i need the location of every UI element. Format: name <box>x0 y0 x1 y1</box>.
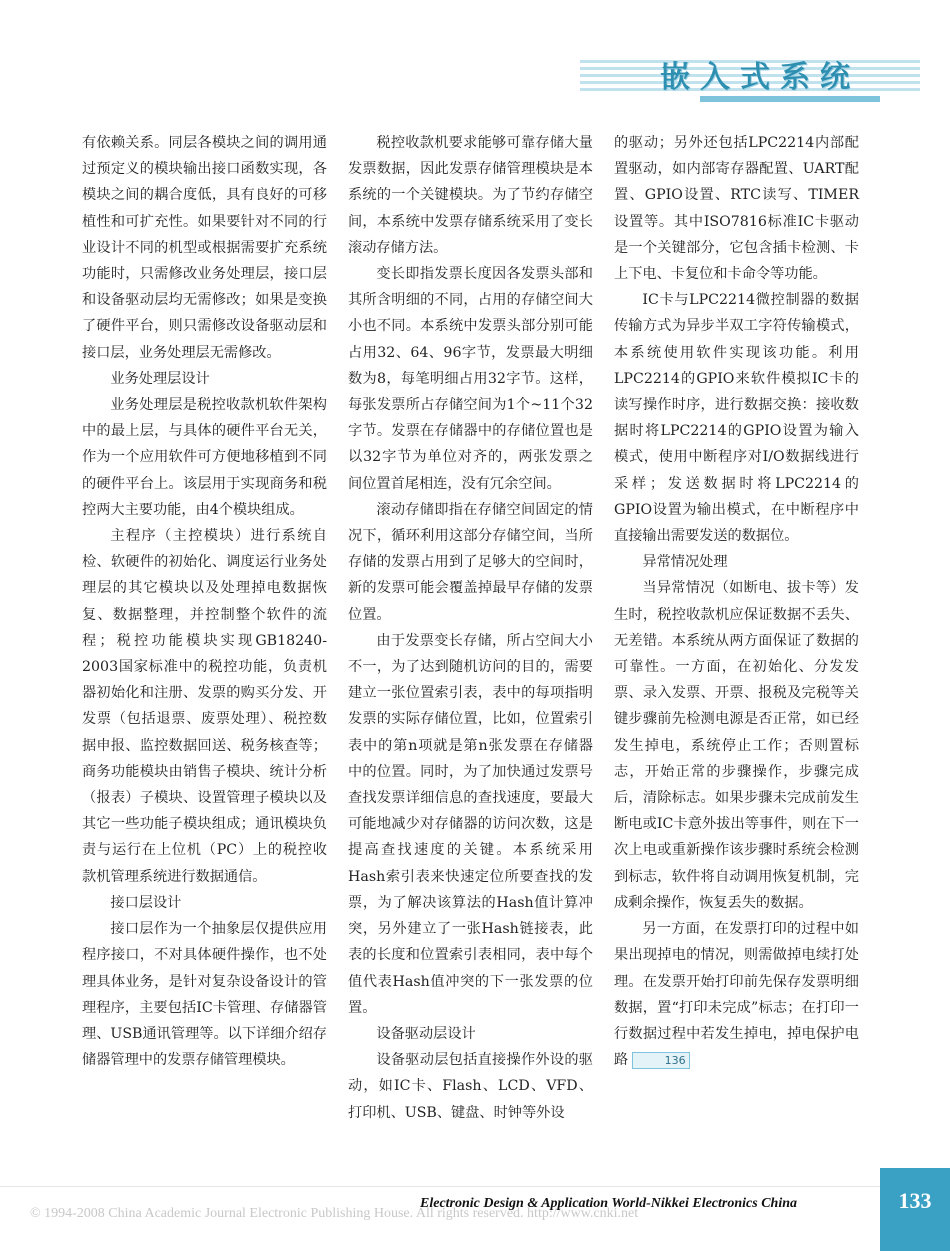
page-header <box>0 0 950 110</box>
subheading: 业务处理层设计 <box>110 370 210 387</box>
paragraph: 变长即指发票长度因各发票头部和其所含明细的不同，占用的存储空间大小也不同。本系统中发票头部分别可能占用32、64、96字节，发票最大明细数为8，每笔明细占用32字节。这样，每张发票所占存储空间为1个~11个32字节。发票在存储器中的存储位置也是以32字节为单位对齐的，两张发票之间位置首尾相连，没有冗余空间。 <box>348 266 593 492</box>
header-bar <box>700 96 880 102</box>
column-3 <box>614 130 859 1073</box>
page-number-box <box>880 1168 950 1251</box>
paragraph: 接口层作为一个抽象层仅提供应用程序接口，不对具体硬件操作，也不处理具体业务，是针对复杂设备设计的管理程序，主要包括IC卡管理、存储器管理、USB通讯管理等。以下详细介绍存储器管理中的发票存储管理模块。 <box>82 921 327 1069</box>
subheading: 异常情况处理 <box>642 554 728 571</box>
paragraph <box>614 916 859 1073</box>
subheading: 接口层设计 <box>110 894 182 911</box>
paragraph: 设备驱动层包括直接操作外设的驱动，如IC卡、Flash、LCD、VFD、打印机、USB、键盘、时钟等外设 <box>348 1052 593 1121</box>
column-2 <box>348 130 593 1126</box>
paragraph: IC卡与LPC2214微控制器的数据传输方式为异步半双工字符传输模式，本系统使用软件实现该功能。利用LPC2214的GPIO来软件模拟IC卡的读写操作时序，进行数据交换：接收数据时将LPC2214的GPIO设置为输入模式，使用中断程序对I/O数据线进行采样；发送数据时将LPC2214的GPIO设置为输出模式，在中断程序中直接输出需要发送的数据位。 <box>614 292 859 545</box>
paragraph: 业务处理层是税控收款机软件架构中的最上层，与具体的硬件平台无关，作为一个应用软件可方便地移植到不同的硬件平台上。该层用于实现商务和税控两大主要功能，由4个模块组成。 <box>82 397 327 518</box>
paragraph: 税控收款机要求能够可靠存储大量发票数据，因此发票存储管理模块是本系统的一个关键模块。为了节约存储空间，本系统中发票存储系统采用了变长滚动存储方法。 <box>348 135 593 256</box>
subheading: 设备驱动层设计 <box>376 1025 476 1042</box>
page-number: 133 <box>898 1188 932 1213</box>
paragraph: 由于发票变长存储，所占空间大小不一，为了达到随机访问的目的，需要建立一张位置索引表，表中的每项指明发票的实际存储位置，比如，位置索引表中的第n项就是第n张发票在存储器中的位置。同时，为了加快通过发票号查找发票详细信息的查找速度，要最大可能地减少对存储器的访问次数，这是提高查找速度的关键。本系统采用Hash索引表来快速定位所要查找的发票，为了解决该算法的Hash值计算冲突，另外建立了一张Hash链接表，此表的长度和位置索引表相同，表中每个值代表Hash值冲突的下一张发票的位置。 <box>348 632 593 1016</box>
paragraph-text: 另一方面，在发票打印的过程中如果出现掉电的情况，则需做掉电续打处理。在发票开始打印前先保存发票明细数据，置“打印未完成”标志；在打印一行数据过程中若发生掉电，掉电保护电路 <box>614 921 859 1069</box>
paragraph: 的驱动；另外还包括LPC2214内部配置驱动，如内部寄存器配置、UART配置、GPIO设置、RTC读写、TIMER设置等。其中ISO7816标准IC卡驱动是一个关键部分，它包含插卡检测、卡上下电、卡复位和卡命令等功能。 <box>614 135 859 283</box>
paragraph: 有依赖关系。同层各模块之间的调用通过预定义的模块输出接口函数实现，各模块之间的耦合度低，具有良好的可移植性和可扩充性。如果要针对不同的行业设计不同的机型或根据需要扩充系统功能时，只需修改业务处理层，接口层和设备驱动层均无需修改；如果是变换了硬件平台，则只需修改设备驱动层和接口层，业务处理层无需修改。 <box>82 135 327 361</box>
section-title: 嵌入式系统 <box>660 60 860 95</box>
journal-name: Electronic Design & Application World-Nikkei Electronics China <box>420 1196 797 1211</box>
footer-divider <box>0 1186 880 1187</box>
continued-page-badge[interactable]: 136 <box>632 1052 689 1069</box>
paragraph: 滚动存储即指在存储空间固定的情况下，循环利用这部分存储空间，当所存储的发票占用到了足够大的空间时，新的发票可能会覆盖掉最早存储的发票位置。 <box>348 501 593 623</box>
paragraph: 主程序（主控模块）进行系统自检、软硬件的初始化、调度运行业务处理层的其它模块以及处理掉电数据恢复、数据整理，并控制整个软件的流程；税控功能模块实现GB18240-2003国家标准中的税控功能，负责机器初始化和注册、发票的购买分发、开发票（包括退票、废票处理）、税控数据申报、监控数据回送、税务核查等；商务功能模块由销售子模块、统计分析（报表）子模块、设置管理子模块以及其它一些功能子模块组成；通讯模块负责与运行在上位机（PC）上的税控收款机管理系统进行数据通信。 <box>82 528 327 885</box>
paragraph: 当异常情况（如断电、拔卡等）发生时，税控收款机应保证数据不丢失、无差错。本系统从两方面保证了数据的可靠性。一方面，在初始化、分发发票、录入发票、开票、报税及完税等关键步骤前先检测电源是否正常，如已经发生掉电，系统停止工作；否则置标志，开始正常的步骤操作，步骤完成后，清除标志。如果步骤未完成前发生断电或IC卡意外拔出等事件，则在下一次上电或重新操作该步骤时系统会检测到标志，软件将自动调用恢复机制，完成剩余操作，恢复丢失的数据。 <box>614 580 859 911</box>
column-1 <box>82 130 327 1073</box>
copyright-watermark: © 1994-2008 China Academic Journal Electronic Publishing House. All rights reserved. http://www.cnki.net <box>30 1206 639 1221</box>
